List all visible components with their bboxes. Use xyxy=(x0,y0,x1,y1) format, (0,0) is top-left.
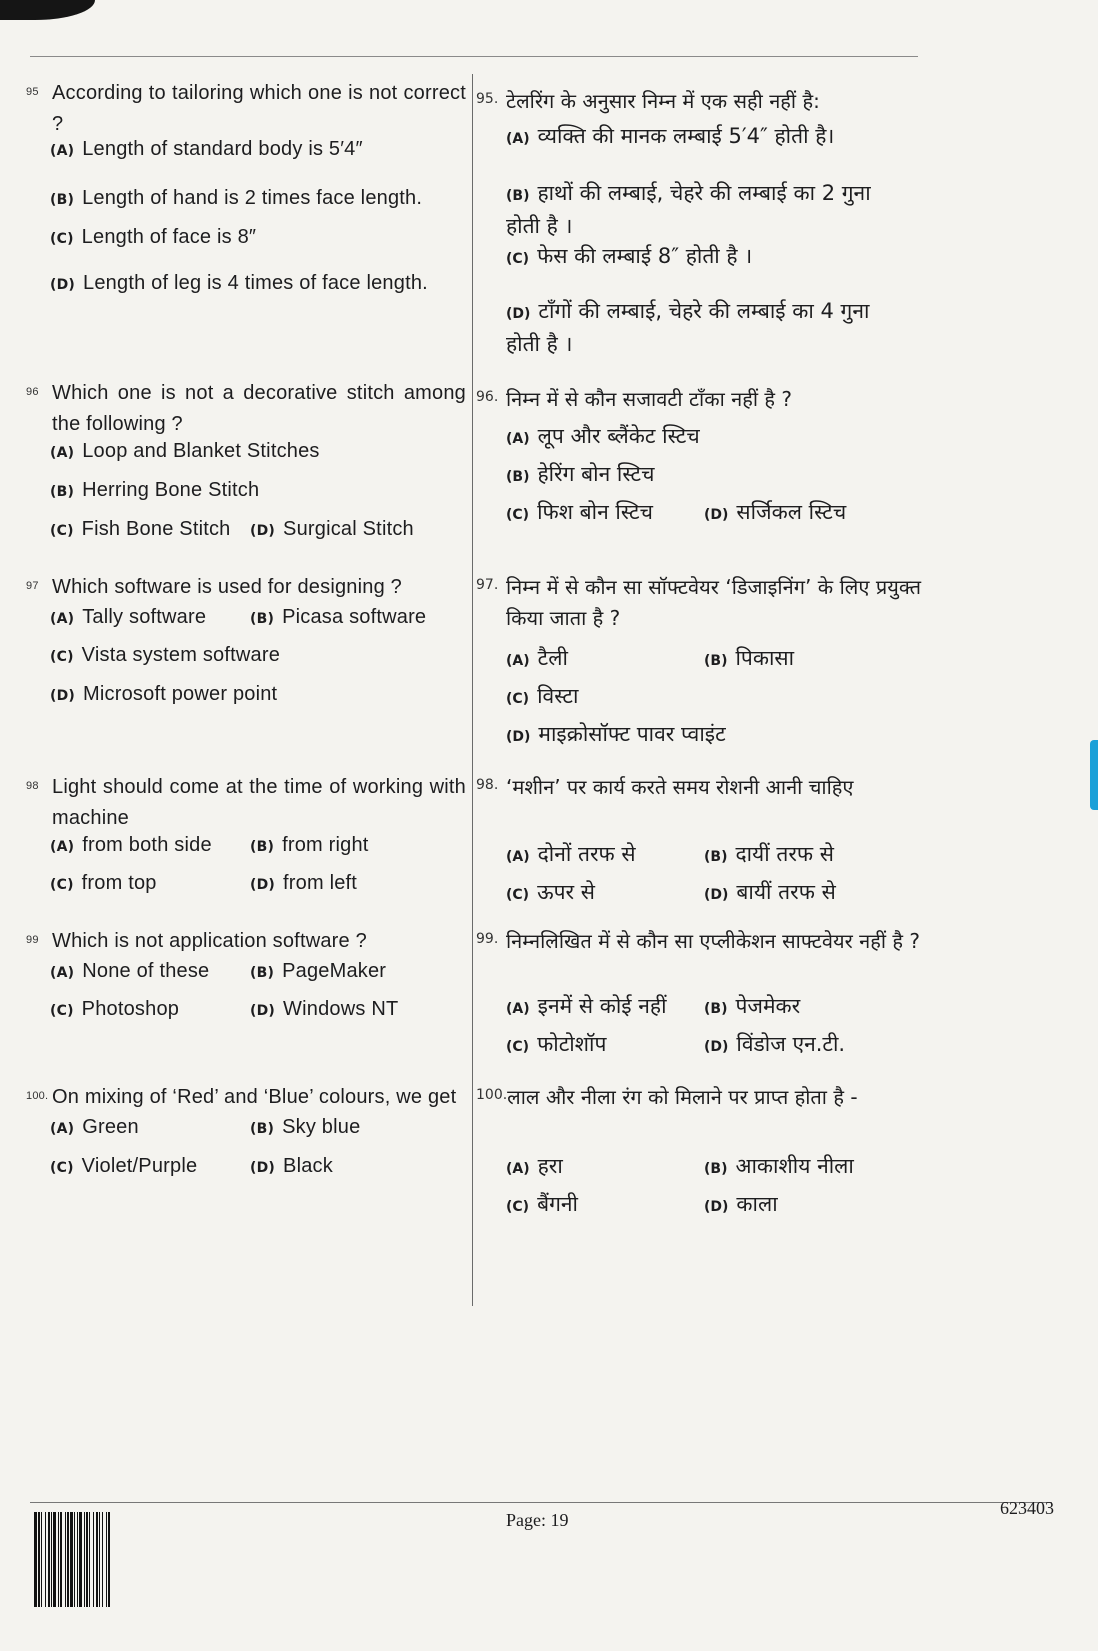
column-divider xyxy=(472,74,473,1306)
option-d: (D) विंडोज एन.टी. xyxy=(704,1032,846,1056)
option-a: (A) इनमें से कोई नहीं xyxy=(506,994,667,1018)
question-text: टेलरिंग के अनुसार निम्न में एक सही नहीं है: xyxy=(506,89,820,113)
option-a: (A) None of these xyxy=(50,960,210,982)
option-c: (C) विस्टा xyxy=(506,684,579,708)
option-c: (C) फोटोशॉप xyxy=(506,1032,607,1056)
paper-code: 623403 xyxy=(1000,1498,1054,1518)
question-number: 95 xyxy=(26,86,39,98)
option-b: (B) PageMaker xyxy=(250,960,387,982)
option-a: (A) Loop and Blanket Stitches xyxy=(50,440,320,462)
option-c: (C) Length of face is 8″ xyxy=(50,226,257,248)
option-a: (A) टैली xyxy=(506,646,568,670)
question-95-hi xyxy=(476,86,921,356)
question-97-hi xyxy=(476,572,921,746)
option-a: (A) हरा xyxy=(506,1154,563,1178)
option-d: (D) सर्जिकल स्टिच xyxy=(704,500,847,524)
question-number: 98 xyxy=(26,780,39,792)
option-b: (B) from right xyxy=(250,834,369,856)
question-number: 96 xyxy=(26,386,39,398)
option-b: (B) दायीं तरफ से xyxy=(704,842,834,866)
question-text: Which one is not a decorative stitch among the following ? xyxy=(52,382,466,435)
question-number: 100. xyxy=(476,1087,508,1103)
question-text: Which software is used for designing ? xyxy=(52,576,402,598)
option-b: (B) आकाशीय नीला xyxy=(704,1154,854,1178)
question-number: 96. xyxy=(476,389,499,405)
question-number: 97. xyxy=(476,577,499,593)
option-a: (A) दोनों तरफ से xyxy=(506,842,636,866)
question-100-en xyxy=(26,1082,466,1177)
option-b: (B) Herring Bone Stitch xyxy=(50,479,260,501)
question-text: निम्न में से कौन सजावटी टाँका नहीं है ? xyxy=(506,387,792,411)
option-d: (D) Windows NT xyxy=(250,998,399,1020)
option-c: (C) Vista system software xyxy=(50,644,281,666)
question-text: On mixing of ‘Red’ and ‘Blue’ colours, we get xyxy=(52,1086,457,1108)
question-text: निम्न में से कौन सा सॉफ्टवेयर ‘डिजाइनिंग’ के लिए प्रयुक्त किया जाता है ? xyxy=(506,575,921,630)
option-c: (C) Photoshop xyxy=(50,998,180,1020)
option-d: (D) Microsoft power point xyxy=(50,683,278,705)
page-number: Page: 19 xyxy=(506,1510,569,1530)
option-d: (D) माइक्रोसॉफ्ट पावर प्वाइंट xyxy=(506,722,726,746)
bottom-rule xyxy=(30,1502,1052,1503)
question-number: 100. xyxy=(26,1090,49,1102)
question-number: 97 xyxy=(26,580,39,592)
option-c: (C) from top xyxy=(50,872,157,894)
question-98-hi xyxy=(476,772,921,904)
question-text: According to tailoring which one is not correct ? xyxy=(52,82,466,135)
option-b: (B) Length of hand is 2 times face length. xyxy=(50,187,423,209)
question-96-en xyxy=(26,378,466,540)
option-a: (A) Length of standard body is 5′4″ xyxy=(50,138,363,160)
option-d: (D) Surgical Stitch xyxy=(250,518,414,540)
option-d: (D) Length of leg is 4 times of face length. xyxy=(50,272,428,294)
scan-corner-shadow xyxy=(0,0,95,20)
question-95-en xyxy=(26,78,466,294)
option-c: (C) Violet/Purple xyxy=(50,1155,198,1177)
option-d: (D) Black xyxy=(250,1155,333,1177)
option-a: (A) Green xyxy=(50,1116,139,1138)
question-97-en xyxy=(26,572,466,705)
option-b: (B) Sky blue xyxy=(250,1116,361,1138)
option-a: (A) लूप और ब्लैंकेट स्टिच xyxy=(506,424,700,448)
option-b: (B) पिकासा xyxy=(704,646,795,670)
question-text: ‘मशीन’ पर कार्य करते समय रोशनी आनी चाहिए xyxy=(506,775,854,799)
barcode-stripe xyxy=(110,1512,111,1607)
option-b: (B) Picasa software xyxy=(250,606,427,628)
option-a: (A) from both side xyxy=(50,834,212,856)
option-b: (B) हाथों की लम्बाई, चेहरे की लम्बाई का 2 गुना होती है । xyxy=(506,181,871,238)
side-tab-mark xyxy=(1090,740,1098,810)
option-c: (C) बैंगनी xyxy=(506,1192,578,1216)
option-b: (B) पेजमेकर xyxy=(704,994,801,1018)
question-100-hi xyxy=(476,1082,921,1216)
question-text: लाल और नीला रंग को मिलाने पर प्राप्त होता है - xyxy=(507,1085,858,1109)
option-d: (D) from left xyxy=(250,872,358,894)
option-c: (C) फिश बोन स्टिच xyxy=(506,500,653,524)
question-99-en xyxy=(26,926,466,1020)
question-text: Light should come at the time of working with machine xyxy=(52,776,466,829)
question-text: Which is not application software ? xyxy=(52,930,367,952)
question-number: 95. xyxy=(476,91,499,107)
option-c: (C) Fish Bone Stitch xyxy=(50,518,231,540)
question-number: 99 xyxy=(26,934,39,946)
question-98-en xyxy=(26,772,466,894)
option-a: (A) व्यक्ति की मानक लम्बाई 5′4″ होती है। xyxy=(506,124,835,148)
option-b: (B) हेरिंग बोन स्टिच xyxy=(506,462,655,486)
option-d: (D) टाँगों की लम्बाई, चेहरे की लम्बाई का 4 गुना होती है । xyxy=(506,299,870,356)
option-c: (C) फेस की लम्बाई 8″ होती है । xyxy=(506,244,753,268)
question-text: निम्नलिखित में से कौन सा एप्लीकेशन साफ्टवेयर नहीं है ? xyxy=(506,929,920,953)
option-c: (C) ऊपर से xyxy=(506,880,595,904)
question-number: 99. xyxy=(476,931,499,947)
question-number: 98. xyxy=(476,777,499,793)
option-d: (D) काला xyxy=(704,1192,778,1216)
barcode xyxy=(34,1512,202,1607)
option-d: (D) बायीं तरफ से xyxy=(704,880,836,904)
option-a: (A) Tally software xyxy=(50,606,207,628)
question-99-hi xyxy=(476,926,921,1056)
question-96-hi xyxy=(476,384,921,524)
top-rule xyxy=(30,56,918,57)
